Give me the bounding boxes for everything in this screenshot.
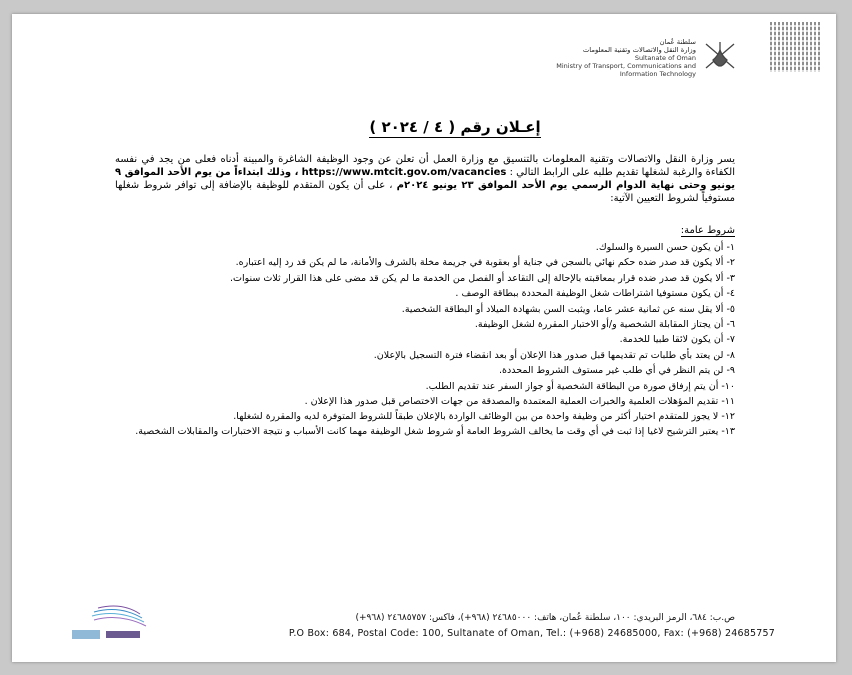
oman-emblem-icon: [700, 38, 740, 74]
org-name-en-3: Information Technology: [619, 70, 696, 78]
condition-item: ١- أن يكون حسن السيرة والسلوك.: [595, 242, 735, 253]
general-conditions-heading: شروط عامة:: [680, 225, 735, 236]
condition-item: ٤- أن يكون مستوفيا اشتراطات شغل الوظيفة المحددة ببطاقة الوصف .: [455, 288, 735, 300]
org-name-ar-2: وزارة النقل والاتصالات وتقنية المعلومات: [582, 46, 696, 54]
announcement-title: [340, 118, 570, 136]
condition-item: ١٢- لا يجوز للمتقدم اختيار أكثر من وظيفة واحدة من بين الوظائف الواردة بالإعلان طبقاً للشروط المتوفرة لديه والمقررة لشغلها.: [233, 411, 735, 423]
org-name-en-1: Sultanate of Oman: [634, 54, 696, 62]
condition-item: ٥- ألا يقل سنه عن ثمانية عشر عاما، ويثبت السن بشهادة الميلاد أو البطاقة الشخصية.: [401, 303, 735, 315]
org-name-en-2: Ministry of Transport, Communications and: [556, 62, 696, 70]
intro-paragraph: [115, 153, 735, 205]
intro-dates: ، وذلك ابتداءاً من يوم الأحد الموافق ٩ يونيو وحتى نهاية الدوام الرسمي يوم الأحد الموافق ٢٣ يونيو ٢٠٢٤م: [115, 167, 735, 191]
condition-item: ٢- ألا يكون قد صدر ضده حكم نهائي بالسجن في جناية أو بعقوبة في جريمة مخلة بالشرف والأمانة، ما لم يكن قد رد إليه اعتباره.: [235, 257, 735, 269]
condition-item: ٨- لن يعتد بأي طلبات تم تقديمها قبل صدور هذا الإعلان أو بعد انقضاء فترة التسجيل بالإعلان.: [373, 349, 735, 361]
ministry-header: [546, 38, 696, 78]
footer-address-ar: ص.ب: ٦٨٤، الرمز البريدي: ١٠٠، سلطنة عُمان، هاتف: ٢٤٦٨٥٠٠٠ (٩٦٨+)، فاكس: ٢٤٦٨٥٧٥٧ (٩٦٨+): [355, 613, 735, 623]
org-name-ar-1: سلطنة عُمان: [659, 38, 696, 46]
condition-item: ١٣- يعتبر الترشيح لاغيا إذا ثبت في أي وقت ما يخالف الشروط العامة أو شروط شغل الوظيفة مهما كانت الأسباب و نتيجة الاختبارات والمقابلات الشخصية.: [135, 425, 735, 437]
condition-item: ٦- أن يجتاز المقابلة الشخصية و/أو الاختبار المقررة لشغل الوظيفة.: [474, 319, 735, 331]
oman-vision-logo-icon: [70, 600, 154, 644]
title-text: إعـلان رقم ( ٤ / ٢٠٢٤ ): [369, 118, 541, 136]
condition-item: ٩- لن يتم النظر في أي طلب غير مستوف الشروط المحددة.: [499, 365, 735, 377]
footer-address-en: P.O Box: 684, Postal Code: 100, Sultanate of Oman, Tel.: (+968) 24685000, Fax: (+968) 24685757: [288, 628, 775, 639]
intro-text-1: يسر وزارة النقل والاتصالات وتقنية المعلومات بالتنسيق مع وزارة العمل أن تعلن عن وجود الوظيفة الشاغرة والمبينة أدناه فعلى من يجد في نفسه الكفاءة والرغبة لشغلها تقديم طلبه على الرابط التالي :: [115, 154, 736, 178]
intro-text-3: ، على أن يكون المتقدم للوظيفة بالإضافة إلى توافر شروط شغلها مستوفياً لشروط التعيين الآتية:: [115, 180, 735, 204]
qr-code: [770, 22, 820, 72]
condition-item: ٣- ألا يكون قد صدر ضده قرار بمعاقبته بالإحالة إلى التقاعد أو الفصل من الخدمة ما لم يكن قد مضى على هذا القرار ثلاث سنوات.: [230, 272, 735, 284]
conditions-list: [115, 240, 735, 438]
condition-item: ٧- أن يكون لائقا طبيا للخدمة.: [619, 334, 735, 346]
condition-item: ١٠- أن يتم إرفاق صورة من البطاقة الشخصية أو جواز السفر عند تقديم الطلب.: [425, 380, 735, 392]
vacancies-link[interactable]: https://www.mtcit.gov.om/vacancies: [301, 167, 507, 178]
condition-item: ١١- تقديم المؤهلات العلمية والخبرات العملية المعتمدة والمصدقة من جهات الاختصاص قبل صدور هذا الإعلان .: [304, 396, 735, 408]
